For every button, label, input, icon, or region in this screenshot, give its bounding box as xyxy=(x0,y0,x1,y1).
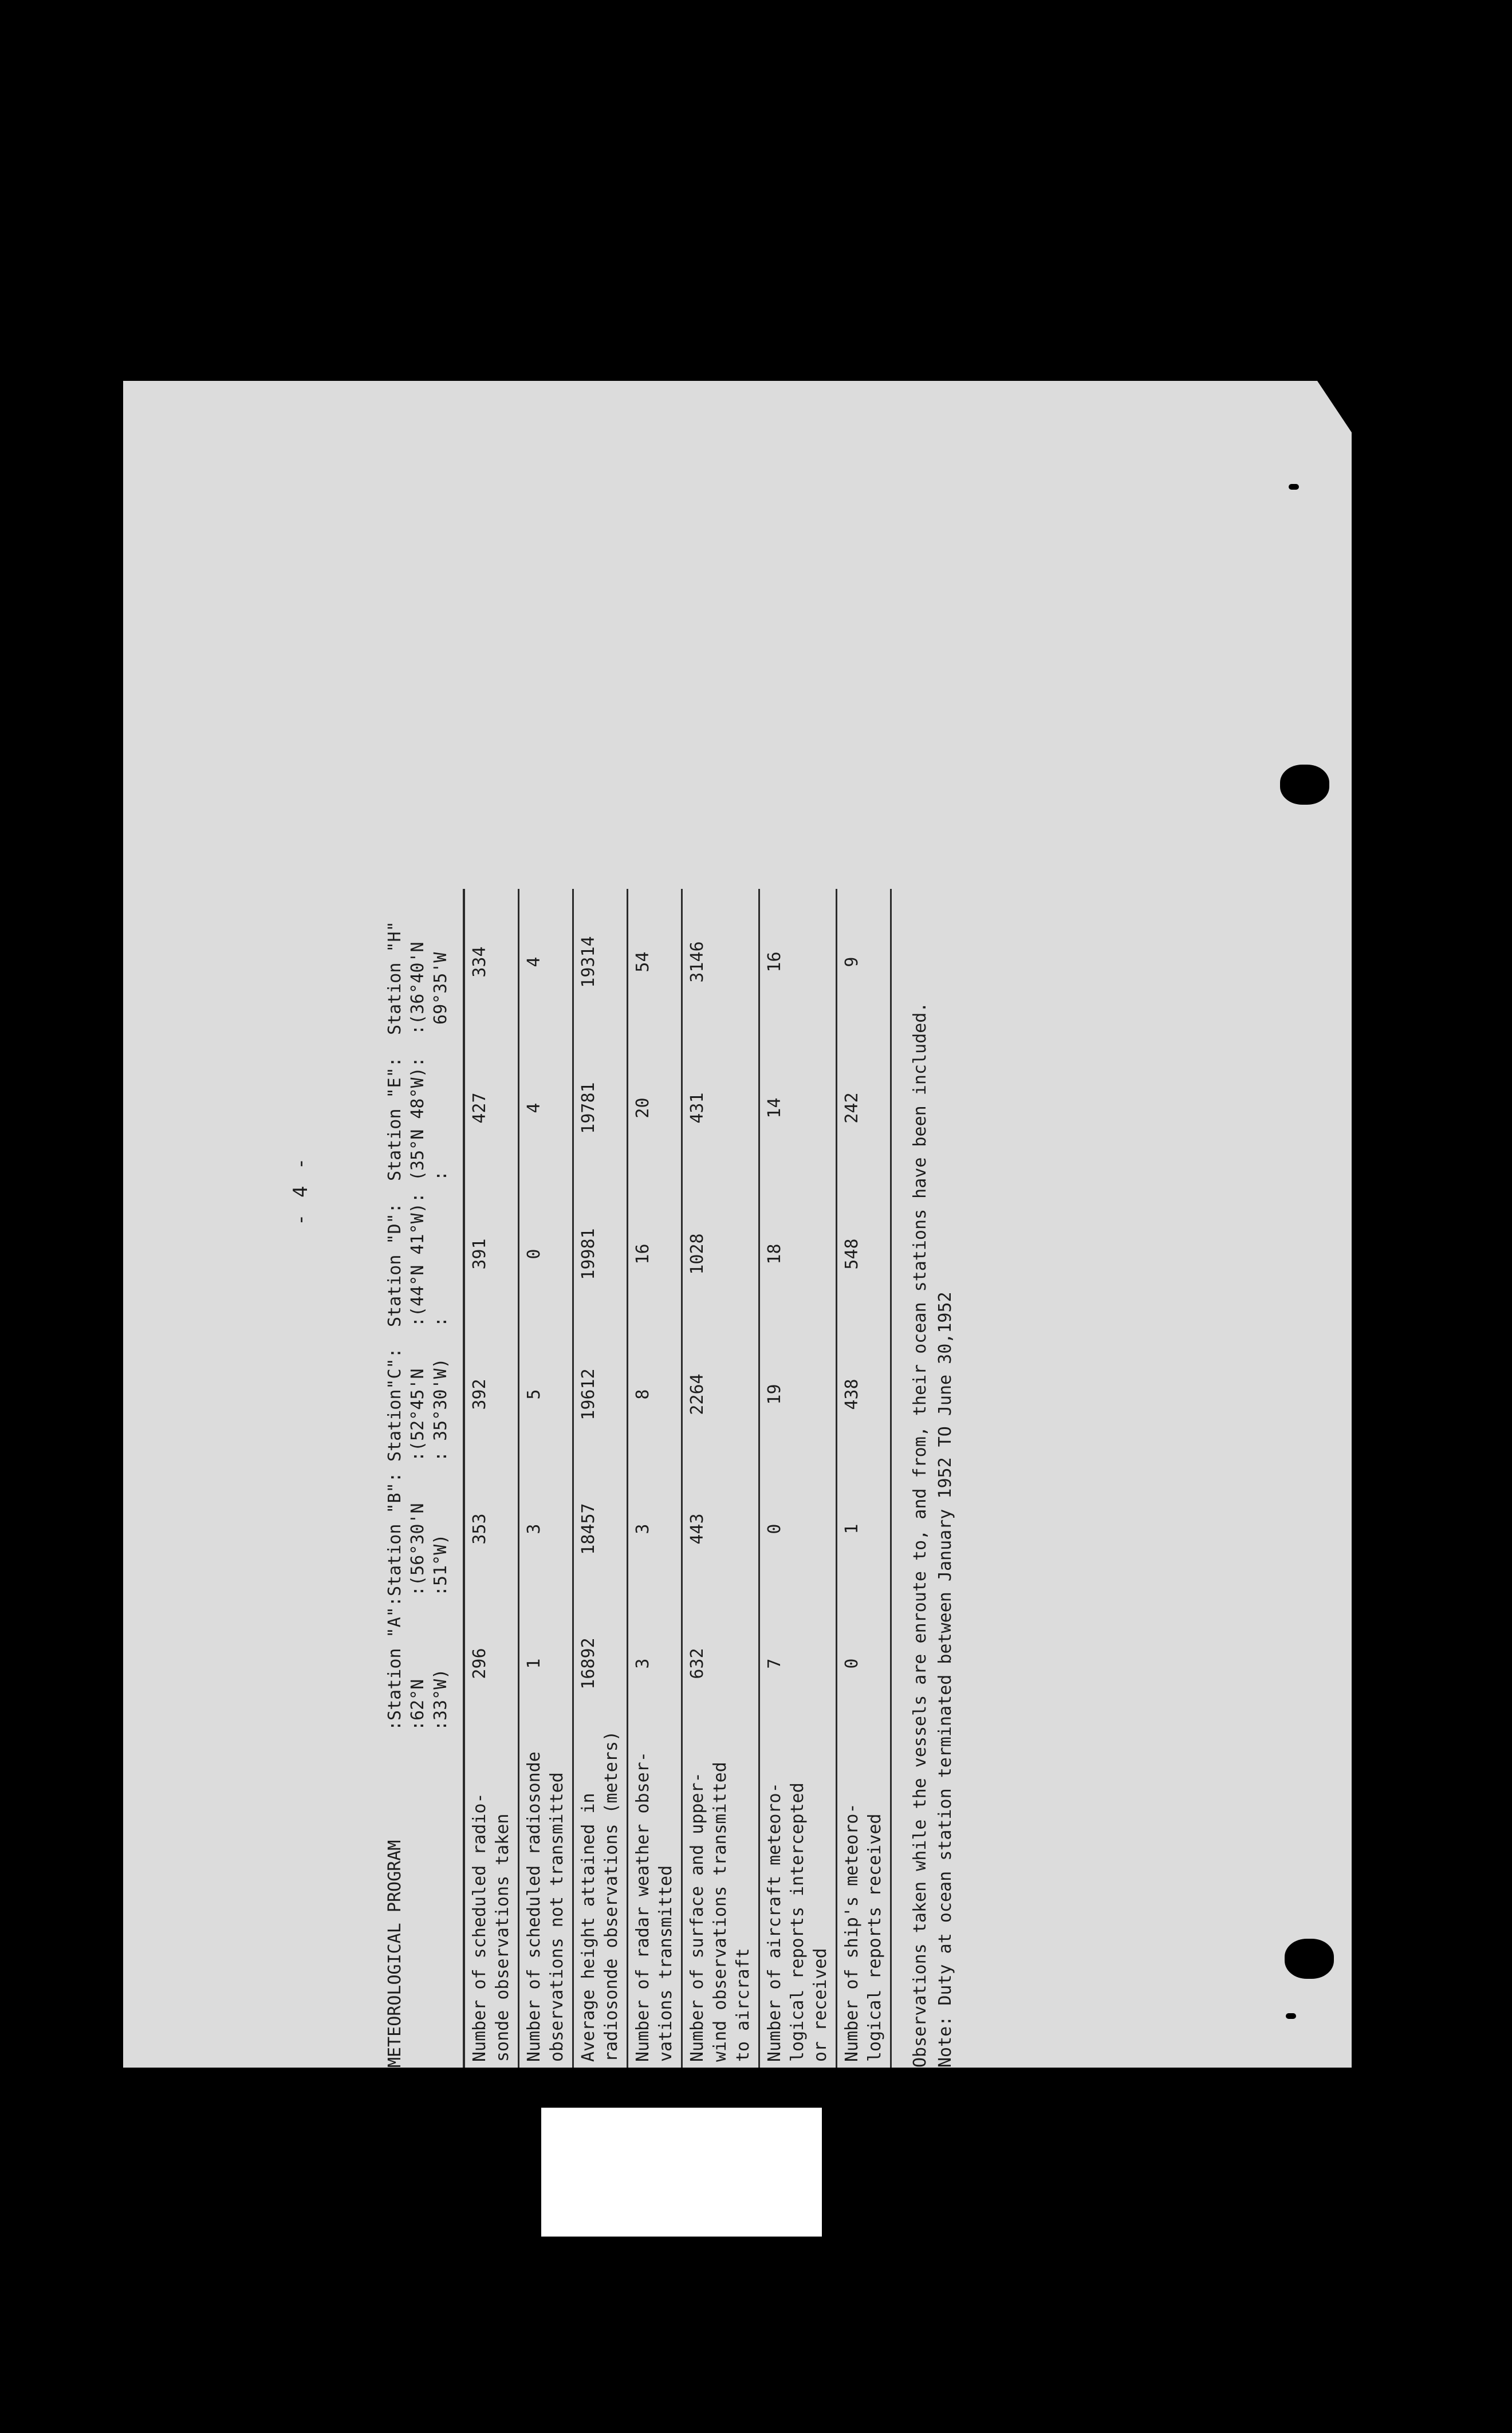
station-a-value: 3 xyxy=(628,1596,682,1731)
station-d-value: 0 xyxy=(519,1181,573,1327)
station-b-value: 1 xyxy=(837,1462,891,1596)
station-c-value: 438 xyxy=(837,1327,891,1462)
table-row xyxy=(628,889,682,2068)
station-c-value: 19612 xyxy=(573,1327,628,1462)
station-b-value: 0 xyxy=(759,1462,837,1596)
station-header: Station "E": (35°N 48°W): : xyxy=(384,1035,464,1181)
observations-note: Observations taken while the vessels are enroute to, and from, their ocean stations have been included. xyxy=(910,1002,930,2068)
station-d-value: 391 xyxy=(464,1181,519,1327)
table-row xyxy=(682,889,759,2068)
station-a-value: 7 xyxy=(759,1596,837,1731)
station-e-value: 20 xyxy=(628,1035,682,1181)
station-b-value: 18457 xyxy=(573,1462,628,1596)
station-d-value: 16 xyxy=(628,1181,682,1327)
table-row xyxy=(464,889,519,2068)
station-e-value: 431 xyxy=(682,1035,759,1181)
white-label-slip xyxy=(541,2108,822,2237)
station-a-value: 632 xyxy=(682,1596,759,1731)
station-h-value: 16 xyxy=(759,889,837,1035)
station-b-value: 3 xyxy=(519,1462,573,1596)
table-title: METEOROLOGICAL PROGRAM xyxy=(384,1731,464,2068)
station-h-value: 334 xyxy=(464,889,519,1035)
station-header: Station "H" :(36°40'N 69°35'W xyxy=(384,889,464,1035)
station-d-value: 18 xyxy=(759,1181,837,1327)
row-label: Number of radar weather obser- vations transmitted xyxy=(628,1731,682,2068)
rotated-content xyxy=(123,381,1352,2068)
station-c-value: 5 xyxy=(519,1327,573,1462)
station-e-value: 14 xyxy=(759,1035,837,1181)
station-e-value: 19781 xyxy=(573,1035,628,1181)
table-row xyxy=(573,889,628,2068)
station-e-value: 242 xyxy=(837,1035,891,1181)
row-label: Number of surface and upper- wind observations transmitted to aircraft xyxy=(682,1731,759,2068)
table-row xyxy=(837,889,891,2068)
row-label: Number of scheduled radiosonde observations not transmitted xyxy=(519,1731,573,2068)
station-d-value: 548 xyxy=(837,1181,891,1327)
table-row xyxy=(519,889,573,2068)
station-header: Station "D": :(44°N 41°W): : xyxy=(384,1181,464,1327)
station-b-value: 353 xyxy=(464,1462,519,1596)
station-c-value: 19 xyxy=(759,1327,837,1462)
station-d-value: 19981 xyxy=(573,1181,628,1327)
station-d-value: 1028 xyxy=(682,1181,759,1327)
row-label: Number of aircraft meteoro- logical reports intercepted or received xyxy=(759,1731,837,2068)
station-header: :Station "A": :62°N :33°W) xyxy=(384,1596,464,1731)
station-h-value: 19314 xyxy=(573,889,628,1035)
station-c-value: 8 xyxy=(628,1327,682,1462)
duty-note: Note: Duty at ocean station terminated between January 1952 TO June 30,1952 xyxy=(935,1292,955,2068)
station-a-value: 1 xyxy=(519,1596,573,1731)
station-a-value: 0 xyxy=(837,1596,891,1731)
station-b-value: 443 xyxy=(682,1462,759,1596)
station-h-value: 9 xyxy=(837,889,891,1035)
station-h-value: 4 xyxy=(519,889,573,1035)
document-page xyxy=(123,381,1352,2068)
page-number: - 4 - xyxy=(289,1155,312,1226)
table-row xyxy=(759,889,837,2068)
row-label: Average height attained in radiosonde observations (meters) xyxy=(573,1731,628,2068)
station-c-value: 392 xyxy=(464,1327,519,1462)
station-e-value: 4 xyxy=(519,1035,573,1181)
station-header: Station "B": :(56°30'N :51°W) xyxy=(384,1462,464,1596)
row-label: Number of scheduled radio- sonde observations taken xyxy=(464,1731,519,2068)
station-a-value: 16892 xyxy=(573,1596,628,1731)
station-e-value: 427 xyxy=(464,1035,519,1181)
meteorological-table xyxy=(384,889,892,2068)
station-h-value: 3146 xyxy=(682,889,759,1035)
station-a-value: 296 xyxy=(464,1596,519,1731)
station-b-value: 3 xyxy=(628,1462,682,1596)
row-label: Number of ship's meteoro- logical reports received xyxy=(837,1731,891,2068)
station-h-value: 54 xyxy=(628,889,682,1035)
station-c-value: 2264 xyxy=(682,1327,759,1462)
footnotes xyxy=(908,693,958,2068)
station-header: Station"C": :(52°45'N : 35°30'W) xyxy=(384,1327,464,1462)
